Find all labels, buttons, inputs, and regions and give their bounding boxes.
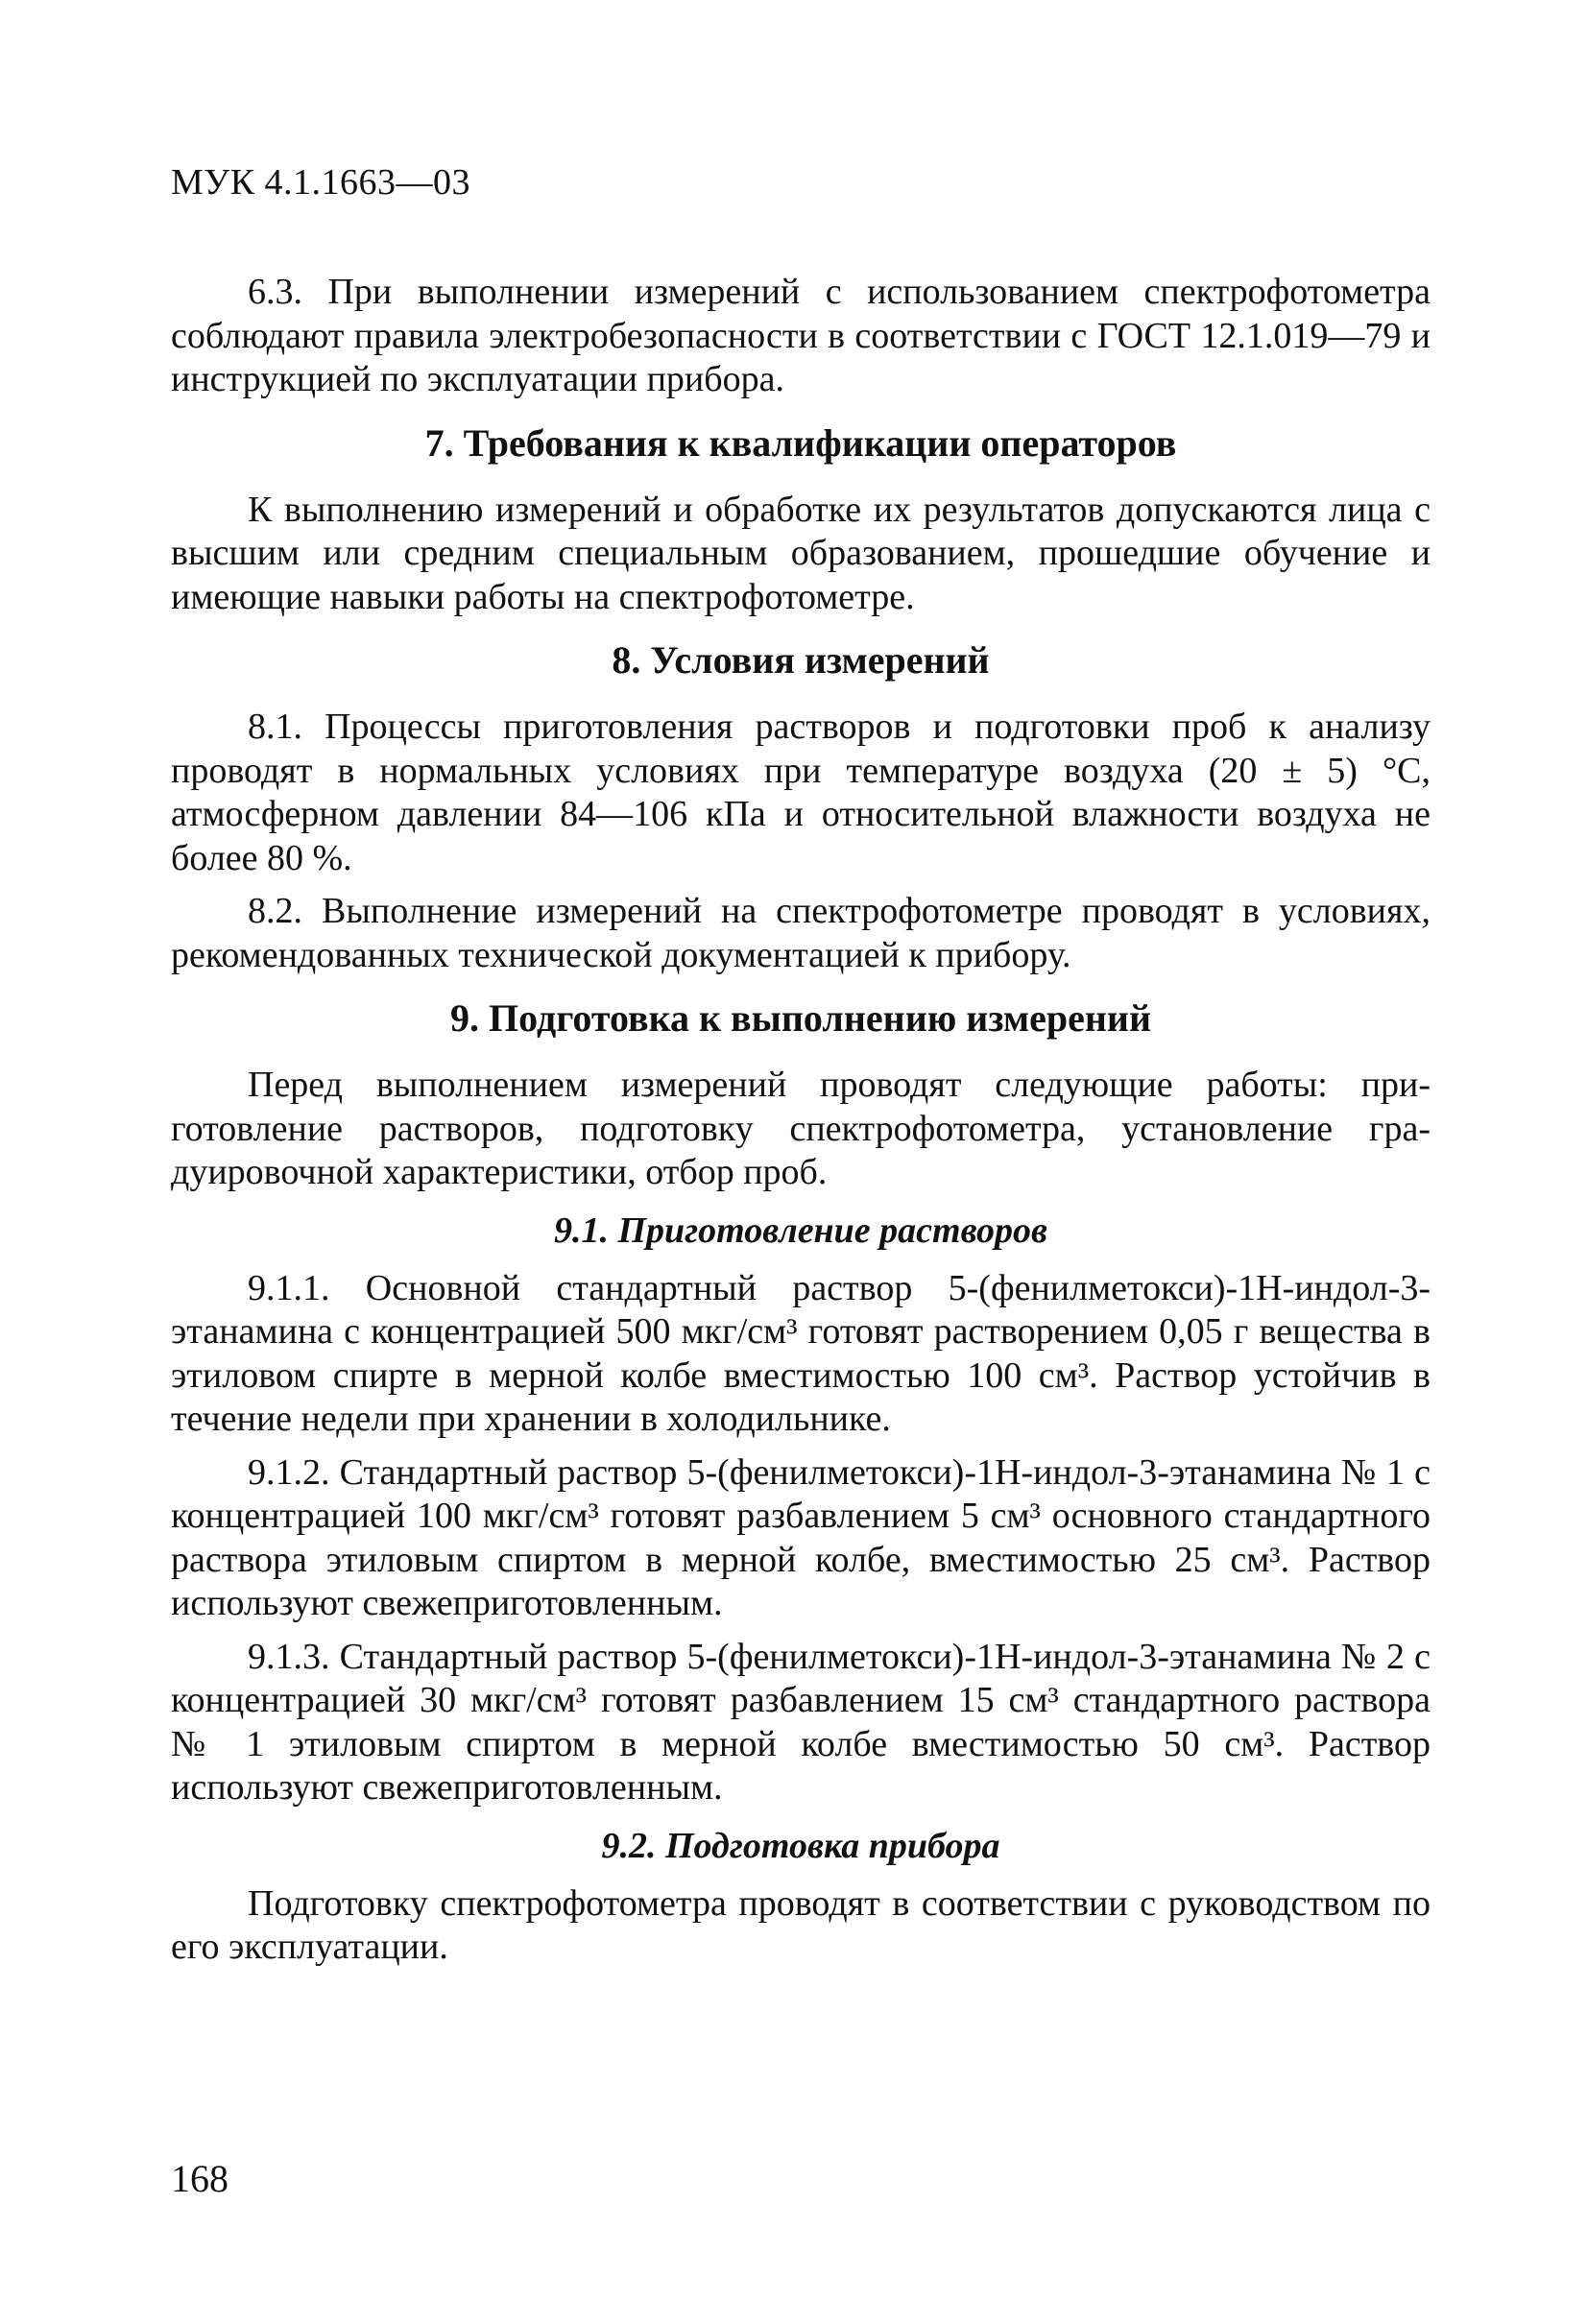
paragraph-9-1-2: 9.1.2. Стандартный раствор 5-(фенилметокси)-1Н-индол-3-этанамина № 1 с концентрацией 100 мкг/см³ готовят разбавлением 5 см³ основного стандартного раствора этиловым спиртом в мерной колбе, вместимостью 25 см³. Раствор используют свежеприготовленным. — [171, 1451, 1431, 1623]
subsection-heading-9-1: 9.1. Приготовление растворов — [553, 1210, 1048, 1251]
paragraph-8-1: 8.1. Процессы приготовления растворов и подготовки проб к анализу проводят в нормальных условиях при температуре воздуха (20 ± 5) °С, атмосферном давлении 84—106 кПа и относительной влажности воздуха не более 80 %. — [171, 707, 1431, 878]
page-number: 168 — [171, 2157, 228, 2200]
paragraph-6-3: 6.3. При выполнении измерений с использованием спектрофотометра соблюдают правила электробезопасности в соответствии с ГОСТ 12.1.019—79 и инструкцией по эксплуатации прибора. — [171, 272, 1431, 399]
document-header: МУК 4.1.1663—03 — [171, 162, 471, 203]
paragraph-7: К выполнению измерений и обработке их результатов допускаются лица с высшим или средним специальным образованием, прошедшие обучение и имеющие навыки работы на спектрофотометре. — [171, 489, 1431, 617]
paragraph-9-1-3: 9.1.3. Стандартный раствор 5-(фенилметокси)-1Н-индол-3-этанамина № 2 с концентрацией 30 мкг/см³ готовят разбавлением 15 см³ стандартного раствора № 1 этиловым спиртом в мерной колбе вместимостью 50 см³. Раствор используют свежеприготовленным. — [171, 1636, 1431, 1808]
section-heading-7: 7. Требования к квалификации операторов — [424, 420, 1177, 465]
section-heading-9: 9. Подготовка к выполнению измерений — [450, 996, 1151, 1040]
section-heading-8: 8. Условия измерений — [612, 638, 990, 682]
subsection-heading-9-2: 9.2. Подготовка прибора — [601, 1825, 1000, 1866]
paragraph-8-2: 8.2. Выполнение измерений на спектрофотометре проводят в условиях, рекомендованных технической документацией к прибору. — [171, 891, 1431, 975]
paragraph-9: Перед выполнением измерений проводят следующие работы: приготовление растворов, подготовку спектрофотометра, установление градуировочной характеристики, отбор проб. — [171, 1065, 1431, 1192]
document-body — [171, 271, 1431, 1970]
paragraph-9-1-1: 9.1.1. Основной стандартный раствор 5-(фенилметокси)-1Н-индол-3-этанамина с концентрацией 500 мкг/см³ готовят растворением 0,05 г вещества в этиловом спирте в мерной колбе вместимостью 100 см³. Раствор устойчив в течение недели при хранении в холодильнике. — [171, 1267, 1431, 1439]
paragraph-9-2: Подготовку спектрофотометра проводят в соответствии с руководством по его эксплуатации. — [171, 1882, 1431, 1967]
